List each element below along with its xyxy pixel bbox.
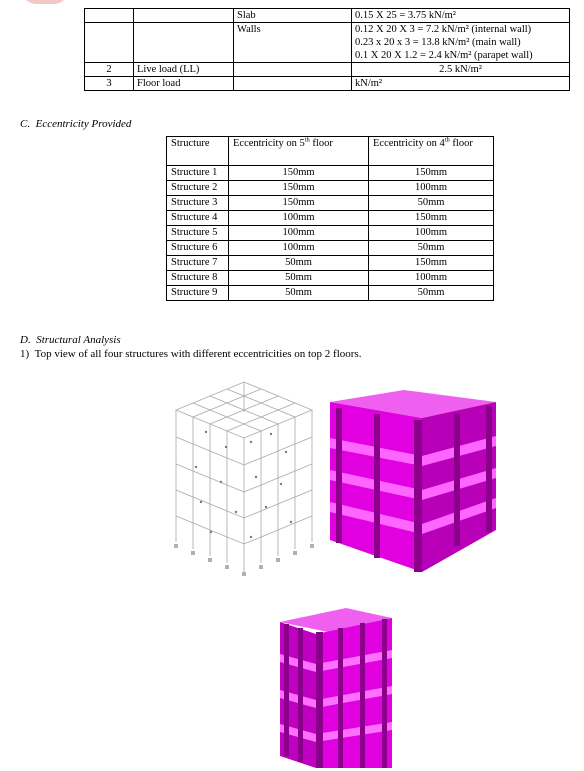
eccentricity-value: 150mm <box>229 181 369 196</box>
structure-name: Structure 2 <box>167 181 229 196</box>
wireframe-structure-model <box>166 372 318 580</box>
list-item-1: 1) Top view of all four structures with different eccentricities on top 2 floors. <box>20 348 362 360</box>
structure-name: Structure 5 <box>167 226 229 241</box>
row-number: 2 <box>85 63 134 77</box>
eccentricity-value: 150mm <box>369 256 494 271</box>
table-header-row <box>167 137 494 166</box>
table-row <box>167 256 494 271</box>
load-item: Slab <box>234 9 352 23</box>
table-row <box>167 226 494 241</box>
section-d-heading: D. Structural Analysis <box>20 334 121 346</box>
table-row <box>85 23 570 63</box>
load-value: 0.12 X 20 X 3 = 7.2 kN/m² (internal wall) 0.23 x 20 x 3 = 13.8 kN/m² (main wall) 0.1 X 20 X 1.2 = 2.4 kN/m² (parapet wall) <box>352 23 570 63</box>
solid-structure-model-1 <box>330 390 496 572</box>
structure-name: Structure 1 <box>167 166 229 181</box>
load-type <box>134 9 234 23</box>
eccentricity-value: 50mm <box>369 241 494 256</box>
eccentricity-value: 100mm <box>369 271 494 286</box>
row-number <box>85 9 134 23</box>
eccentricity-value: 50mm <box>229 271 369 286</box>
eccentricity-value: 100mm <box>229 211 369 226</box>
eccentricity-table <box>166 136 494 301</box>
table-row <box>167 286 494 301</box>
table-row <box>85 63 570 77</box>
header-logo-fragment <box>22 0 68 4</box>
load-value: kN/m² <box>352 77 570 91</box>
section-c-heading: C. Eccentricity Provided <box>20 118 132 130</box>
column-header: Eccentricity on 5th floor <box>229 137 369 166</box>
structure-name: Structure 6 <box>167 241 229 256</box>
structure-name: Structure 9 <box>167 286 229 301</box>
table-row <box>167 196 494 211</box>
load-value: 2.5 kN/m² <box>352 63 570 77</box>
eccentricity-value: 150mm <box>229 166 369 181</box>
load-table <box>84 8 570 91</box>
structure-name: Structure 4 <box>167 211 229 226</box>
eccentricity-value: 100mm <box>229 241 369 256</box>
column-header: Structure <box>167 137 229 166</box>
eccentricity-value: 50mm <box>369 286 494 301</box>
column-header: Eccentricity on 4th floor <box>369 137 494 166</box>
eccentricity-value: 150mm <box>229 196 369 211</box>
structure-name: Structure 8 <box>167 271 229 286</box>
table-row <box>167 241 494 256</box>
table-row <box>167 166 494 181</box>
table-row <box>85 9 570 23</box>
eccentricity-value: 150mm <box>369 166 494 181</box>
load-type: Live load (LL) <box>134 63 234 77</box>
load-value: 0.15 X 25 = 3.75 kN/m² <box>352 9 570 23</box>
structure-name: Structure 7 <box>167 256 229 271</box>
table-row <box>85 77 570 91</box>
load-type <box>134 23 234 63</box>
eccentricity-value: 100mm <box>229 226 369 241</box>
table-row <box>167 271 494 286</box>
row-number <box>85 23 134 63</box>
load-item <box>234 77 352 91</box>
structure-name: Structure 3 <box>167 196 229 211</box>
load-type: Floor load <box>134 77 234 91</box>
eccentricity-value: 50mm <box>369 196 494 211</box>
solid-structure-model-2 <box>276 606 394 768</box>
load-item <box>234 63 352 77</box>
load-item: Walls <box>234 23 352 63</box>
eccentricity-value: 150mm <box>369 211 494 226</box>
row-number: 3 <box>85 77 134 91</box>
eccentricity-value: 50mm <box>229 256 369 271</box>
eccentricity-value: 100mm <box>369 226 494 241</box>
table-row <box>167 211 494 226</box>
eccentricity-value: 50mm <box>229 286 369 301</box>
eccentricity-value: 100mm <box>369 181 494 196</box>
table-row <box>167 181 494 196</box>
